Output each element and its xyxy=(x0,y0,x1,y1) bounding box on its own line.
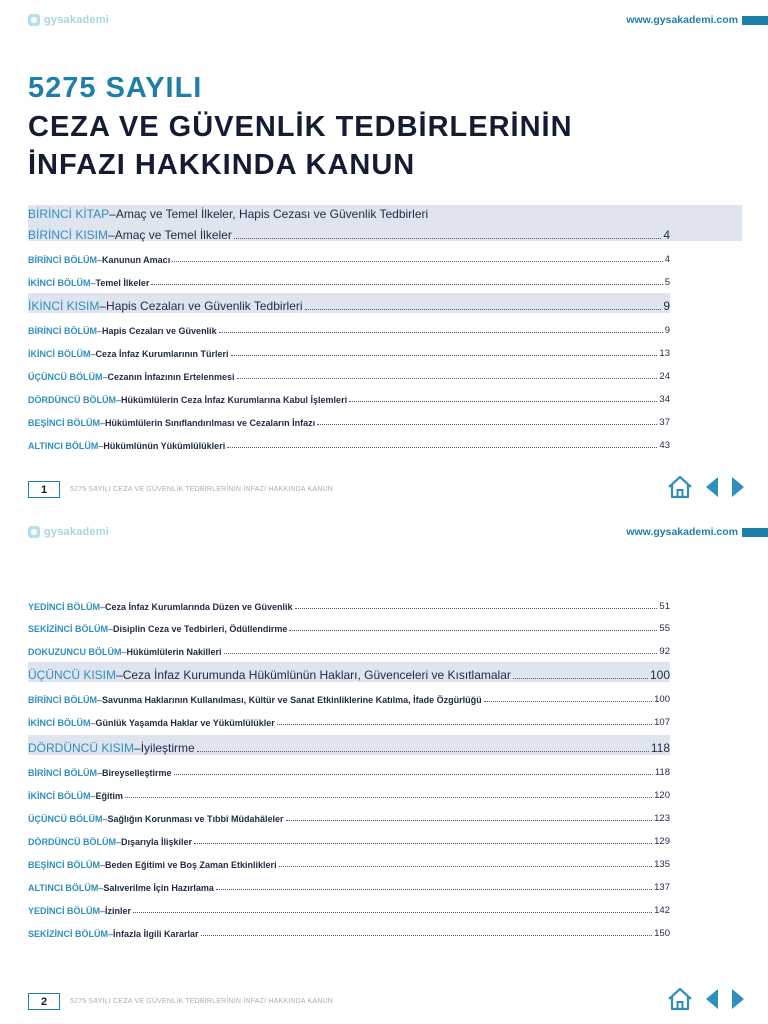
toc-entry-page: 150 xyxy=(654,928,670,939)
toc-entry-prefix: SEKİZİNCİ BÖLÜM xyxy=(28,624,108,634)
toc-separator: – xyxy=(97,768,103,778)
toc-entry-page: 118 xyxy=(650,741,670,755)
toc-entry-prefix: BEŞİNCİ BÖLÜM xyxy=(28,418,100,428)
toc-entry-page: 34 xyxy=(659,394,670,405)
toc-entry-prefix: SEKİZİNCİ BÖLÜM xyxy=(28,929,108,939)
toc-leader xyxy=(305,309,662,310)
toc-leader xyxy=(224,653,658,654)
toc-entry-page: 43 xyxy=(659,440,670,451)
toc-entry-page: 137 xyxy=(654,882,670,893)
toc-entry[interactable] xyxy=(28,362,670,382)
home-icon[interactable] xyxy=(666,986,694,1012)
site-accent-bar xyxy=(742,528,768,537)
toc-leader xyxy=(279,866,653,867)
toc-entry-title: Hapis Cezaları ve Güvenlik xyxy=(102,326,217,336)
footer-title: 5275 SAYILI CEZA VE GÜVENLİK TEDBİRLERİNİN İNFAZI HAKKINDA KANUN xyxy=(70,486,334,493)
toc-leader xyxy=(172,261,663,262)
toc-entry-page: 123 xyxy=(654,813,670,824)
toc-entry[interactable] xyxy=(28,662,670,682)
toc-separator: – xyxy=(90,278,96,288)
toc-entry-title: Hükümlülerin Nakilleri xyxy=(126,647,222,657)
page-number: 2 xyxy=(28,993,60,1010)
toc-entry[interactable] xyxy=(28,735,670,755)
toc-entry-title: Kanunun Amacı xyxy=(102,255,171,265)
title-line-1: CEZA VE GÜVENLİK TEDBİRLERİNİN xyxy=(28,111,573,143)
toc-leader xyxy=(234,238,661,239)
footer-title: 5275 SAYILI CEZA VE GÜVENLİK TEDBİRLERİNİN İNFAZI HAKKINDA KANUN xyxy=(70,998,334,1005)
toc-entry-title: Ceza İnfaz Kurumlarının Türleri xyxy=(95,349,229,359)
toc-entry-page: 100 xyxy=(654,694,670,705)
toc-leader xyxy=(484,701,653,702)
toc-leader xyxy=(133,912,652,913)
toc-entry-title: Eğitim xyxy=(95,791,124,801)
toc-entry[interactable] xyxy=(28,408,670,428)
toc-entry-prefix: DÖRDÜNCÜ BÖLÜM xyxy=(28,395,116,405)
toc-entry-page: 51 xyxy=(659,601,670,612)
toc-separator: – xyxy=(116,395,122,405)
toc-kitap[interactable] xyxy=(28,207,428,221)
toc-entry-prefix: ÜÇÜNCÜ BÖLÜM xyxy=(28,814,103,824)
toc-entry[interactable] xyxy=(28,873,670,893)
toc-entry-prefix: DOKUZUNCU BÖLÜM xyxy=(28,647,122,657)
toc-leader xyxy=(227,447,657,448)
toc-entry-title: Beden Eğitimi ve Boş Zaman Etkinlikleri xyxy=(105,860,277,870)
previous-page-icon[interactable] xyxy=(704,475,720,499)
toc-entry-page: 92 xyxy=(659,646,670,657)
toc-separator: – xyxy=(108,929,114,939)
toc-entry-prefix: YEDİNCİ BÖLÜM xyxy=(28,602,100,612)
toc-separator: – xyxy=(102,814,108,824)
logo-text: gysakademi xyxy=(44,526,109,538)
law-number: 5275 SAYILI xyxy=(28,72,203,104)
previous-page-icon[interactable] xyxy=(704,987,720,1011)
toc-leader xyxy=(197,751,649,752)
toc-entry[interactable] xyxy=(28,268,670,288)
page-number: 1 xyxy=(28,481,60,498)
toc-entry-page: 9 xyxy=(664,325,670,336)
toc-entry-title: Ceza İnfaz Kurumlarında Düzen ve Güvenlik xyxy=(105,602,293,612)
toc-entry-page: 13 xyxy=(659,348,670,359)
toc-entry[interactable] xyxy=(28,896,670,916)
toc-separator: – xyxy=(108,624,114,634)
toc-leader xyxy=(174,774,653,775)
toc-entry[interactable] xyxy=(28,339,670,359)
toc-entry[interactable] xyxy=(28,293,670,313)
toc-entry-title: İyileştirme xyxy=(140,741,195,755)
toc-entry-prefix: BİRİNCİ KISIM xyxy=(28,228,109,242)
logo xyxy=(28,14,109,26)
toc-entry[interactable] xyxy=(28,758,670,778)
toc-leader xyxy=(151,284,662,285)
toc-entry[interactable] xyxy=(28,614,670,634)
toc-leader xyxy=(295,608,658,609)
toc-entry-title: Temel İlkeler xyxy=(95,278,150,288)
logo xyxy=(28,526,109,538)
toc-entry-prefix: İKİNCİ BÖLÜM xyxy=(28,718,91,728)
toc-entry-prefix: ALTINCI BÖLÜM xyxy=(28,441,99,451)
toc-entry[interactable] xyxy=(28,385,670,405)
toc-separator: – xyxy=(90,791,96,801)
toc-entry[interactable] xyxy=(28,827,670,847)
toc-leader xyxy=(277,724,652,725)
site-url[interactable]: www.gysakademi.com xyxy=(626,526,738,538)
toc-entry[interactable] xyxy=(28,222,670,242)
toc-entry-page: 120 xyxy=(654,790,670,801)
toc-entry-title: Hapis Cezaları ve Güvenlik Tedbirleri xyxy=(106,299,303,313)
toc-separator: – xyxy=(100,860,106,870)
toc-entry-page: 135 xyxy=(654,859,670,870)
toc-entry-title: Bireyselleştirme xyxy=(102,768,172,778)
toc-entry-prefix: DÖRDÜNCÜ BÖLÜM xyxy=(28,837,116,847)
toc-entry-prefix: İKİNCİ KISIM xyxy=(28,299,100,313)
toc-separator: – xyxy=(98,883,104,893)
toc-entry[interactable] xyxy=(28,850,670,870)
logo-icon xyxy=(28,526,40,538)
toc-entry-title: İnfazla İlgili Kararlar xyxy=(113,929,199,939)
toc-entry-prefix: ALTINCI BÖLÜM xyxy=(28,883,99,893)
toc-separator: – xyxy=(97,255,103,265)
home-icon[interactable] xyxy=(666,474,694,500)
toc-entry-page: 107 xyxy=(654,717,670,728)
toc-entry-title: Ceza İnfaz Kurumunda Hükümlünün Hakları, Güvenceleri ve Kısıtlamalar xyxy=(122,668,511,682)
toc-entry-title: Hükümlülerin Sınıflandırılması ve Cezaların İnfazı xyxy=(105,418,316,428)
toc-entry-prefix: İKİNCİ BÖLÜM xyxy=(28,349,91,359)
toc-entry-title: İzinler xyxy=(105,906,132,916)
toc-leader xyxy=(219,332,663,333)
toc-separator: – xyxy=(90,349,96,359)
toc-entry-prefix: İKİNCİ BÖLÜM xyxy=(28,278,91,288)
toc-entry-page: 4 xyxy=(664,254,670,265)
page-navigation xyxy=(666,474,746,500)
site-accent-bar xyxy=(742,16,768,25)
toc-separator: – xyxy=(100,906,106,916)
toc-entry[interactable] xyxy=(28,637,670,657)
site-link[interactable] xyxy=(626,14,768,26)
toc-leader xyxy=(194,843,652,844)
toc-entry-prefix: ÜÇÜNCÜ KISIM xyxy=(28,668,117,682)
toc-entry[interactable] xyxy=(28,245,670,265)
toc-entry-page: 24 xyxy=(659,371,670,382)
toc-entry-title: Günlük Yaşamda Haklar ve Yükümlülükler xyxy=(95,718,275,728)
toc-leader xyxy=(216,889,652,890)
toc-separator: – xyxy=(98,441,104,451)
toc-leader xyxy=(286,820,653,821)
toc-entry-page: 55 xyxy=(659,623,670,634)
toc-entry[interactable] xyxy=(28,919,670,939)
toc-entry-title: Hükümlülerin Ceza İnfaz Kurumlarına Kabul İşlemleri xyxy=(121,395,348,405)
next-page-icon[interactable] xyxy=(730,987,746,1011)
toc-entry-prefix: BEŞİNCİ BÖLÜM xyxy=(28,860,100,870)
toc-entry[interactable] xyxy=(28,685,670,705)
kitap-prefix: BİRİNCİ KİTAP xyxy=(28,207,110,221)
toc-leader xyxy=(317,424,657,425)
toc-entry[interactable] xyxy=(28,708,670,728)
toc-entry[interactable] xyxy=(28,781,670,801)
toc-separator: – xyxy=(100,418,106,428)
toc-entry-page: 5 xyxy=(664,277,670,288)
toc-entry[interactable] xyxy=(28,431,670,451)
page-footer xyxy=(28,993,333,1010)
toc-entry[interactable] xyxy=(28,592,670,612)
kitap-title: Amaç ve Temel İlkeler, Hapis Cezası ve Güvenlik Tedbirleri xyxy=(115,207,429,221)
toc-entry-title: Dışarıyla İlişkiler xyxy=(121,837,193,847)
toc-entry[interactable] xyxy=(28,316,670,336)
toc-separator: – xyxy=(90,718,96,728)
toc-entry-title: Amaç ve Temel İlkeler xyxy=(114,228,232,242)
toc-entry-page: 118 xyxy=(654,767,670,778)
toc-leader xyxy=(125,797,652,798)
toc-entry-prefix: BİRİNCİ BÖLÜM xyxy=(28,768,97,778)
site-url[interactable]: www.gysakademi.com xyxy=(626,14,738,26)
toc-separator: – xyxy=(134,741,141,755)
toc-entry-title: Sağlığın Korunması ve Tıbbî Müdahâleler xyxy=(107,814,284,824)
toc-leader xyxy=(201,935,653,936)
toc-entry-page: 37 xyxy=(659,417,670,428)
toc-separator: – xyxy=(99,299,107,313)
toc-separator: – xyxy=(108,228,115,242)
title-line-2: İNFAZI HAKKINDA KANUN xyxy=(28,149,416,181)
toc-separator: – xyxy=(100,602,106,612)
toc-entry-page: 4 xyxy=(663,228,670,242)
toc-separator: – xyxy=(116,668,123,682)
toc-separator: – xyxy=(116,837,122,847)
logo-icon xyxy=(28,14,40,26)
toc-entry-page: 100 xyxy=(649,668,670,682)
toc-entry-title: Hükümlünün Yükümlülükleri xyxy=(103,441,226,451)
toc-entry-page: 142 xyxy=(654,905,670,916)
toc-entry-prefix: BİRİNCİ BÖLÜM xyxy=(28,326,97,336)
toc-entry-prefix: BİRİNCİ BÖLÜM xyxy=(28,695,97,705)
toc-entry-prefix: ÜÇÜNCÜ BÖLÜM xyxy=(28,372,103,382)
toc-leader xyxy=(349,401,657,402)
document-page-2 xyxy=(0,512,768,1024)
toc-leader xyxy=(513,678,648,679)
site-link[interactable] xyxy=(626,526,768,538)
toc-leader xyxy=(237,378,658,379)
kitap-separator: – xyxy=(109,207,116,221)
toc-leader xyxy=(289,630,657,631)
toc-separator: – xyxy=(121,647,127,657)
toc-entry-prefix: BİRİNCİ BÖLÜM xyxy=(28,255,97,265)
toc-entry-page: 9 xyxy=(663,299,670,313)
toc-entry-title: Savunma Haklarının Kullanılması, Kültür ve Sanat Etkinliklerine Katılma, İfade Özgürlüğü xyxy=(102,695,482,705)
page-footer xyxy=(28,481,333,498)
page-navigation xyxy=(666,986,746,1012)
toc-entry-page: 129 xyxy=(654,836,670,847)
toc-leader xyxy=(231,355,658,356)
toc-separator: – xyxy=(97,326,103,336)
toc-entry-title: Disiplin Ceza ve Tedbirleri, Ödüllendirme xyxy=(113,624,288,634)
next-page-icon[interactable] xyxy=(730,475,746,499)
toc-entry[interactable] xyxy=(28,804,670,824)
toc-entry-title: Cezanın İnfazının Ertelenmesi xyxy=(107,372,235,382)
toc-entry-prefix: YEDİNCİ BÖLÜM xyxy=(28,906,100,916)
logo-text: gysakademi xyxy=(44,14,109,26)
toc-entry-title: Salıverilme İçin Hazırlama xyxy=(103,883,214,893)
toc-entry-prefix: DÖRDÜNCÜ KISIM xyxy=(28,741,135,755)
toc-entry-prefix: İKİNCİ BÖLÜM xyxy=(28,791,91,801)
toc-separator: – xyxy=(102,372,108,382)
toc-separator: – xyxy=(97,695,103,705)
